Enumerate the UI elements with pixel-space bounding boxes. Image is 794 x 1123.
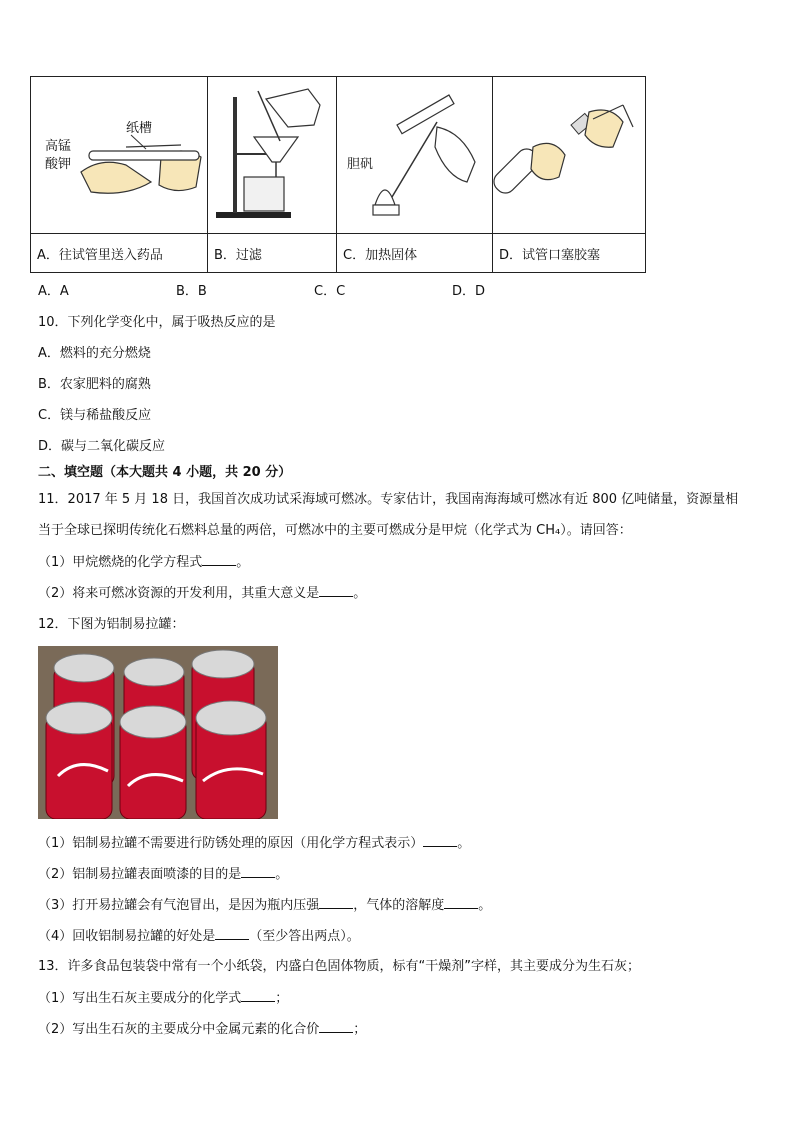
caption-a: A．往试管里送入药品 [31, 234, 208, 273]
choice-b[interactable]: B．B [176, 284, 207, 299]
q12-part-4-text: （4）回收铝制易拉罐的好处是 [38, 929, 216, 944]
answer-blank[interactable] [319, 1020, 353, 1033]
figure-b-cell [208, 77, 337, 234]
answer-blank[interactable] [444, 896, 478, 909]
answer-blank[interactable] [241, 989, 275, 1002]
q11-part-2-text: （2）将来可燃冰资源的开发利用，其重大意义是 [38, 586, 320, 601]
q12-part-3-text: （3）打开易拉罐会有气泡冒出，是因为瓶内压强 [38, 898, 320, 913]
figure-d-illustration [493, 77, 645, 233]
q13-part-1-text: （1）写出生石灰主要成分的化学式 [38, 991, 242, 1006]
q13-part-2-text: （2）写出生石灰的主要成分中金属元素的化合价 [38, 1022, 320, 1037]
q10-option-a[interactable]: A．燃料的充分燃烧 [38, 346, 151, 361]
q11-part-1-text: （1）甲烷燃烧的化学方程式 [38, 555, 203, 570]
paper-trough-label: 纸槽 [126, 121, 153, 136]
answer-blank[interactable] [202, 553, 236, 566]
q13-stem: 13．许多食品包装袋中常有一个小纸袋，内盛白色固体物质，标有“干燥剂”字样，其主要成分为生石灰； [38, 959, 641, 974]
q12-part-4-end: （至少答出两点）。 [249, 929, 360, 944]
caption-b: B．过滤 [208, 234, 337, 273]
q11-part-2 [38, 584, 366, 603]
q10-stem: 10．下列化学变化中，属于吸热反应的是 [38, 315, 276, 330]
q12-part-2-end: 。 [275, 867, 289, 882]
choice-d[interactable]: D．D [452, 284, 486, 299]
q10-option-d[interactable]: D．碳与二氧化碳反应 [38, 439, 166, 454]
coke-cans-image [38, 646, 278, 819]
q12-part-3-end: 。 [478, 898, 492, 913]
q13-part-1 [38, 989, 288, 1008]
kmno4-label-2: 酸钾 [45, 157, 72, 172]
q12-part-4 [38, 927, 360, 946]
q12-part-2-text: （2）铝制易拉罐表面喷漆的目的是 [38, 867, 242, 882]
figure-b-illustration [208, 77, 336, 233]
q11-line-1: 11．2017 年 5 月 18 日，我国首次成功试采海域可燃冰。专家估计，我国南海海域可燃冰有近 800 亿吨储量，资源量相 [38, 492, 739, 507]
caption-d: D．试管口塞胶塞 [493, 234, 646, 273]
q11-line-2: 当于全球已探明传统化石燃料总量的两倍，可燃冰中的主要可燃成分是甲烷（化学式为 CH₄）。请回答： [38, 523, 632, 538]
answer-blank[interactable] [319, 896, 353, 909]
answer-blank[interactable] [241, 865, 275, 878]
q12-part-1-end: 。 [457, 836, 471, 851]
q12-part-3 [38, 896, 491, 915]
q10-option-c[interactable]: C．镁与稀盐酸反应 [38, 408, 152, 423]
q12-part-1-text: （1）铝制易拉罐不需要进行防锈处理的原因（用化学方程式表示） [38, 836, 424, 851]
q11-part-1-end: 。 [236, 555, 250, 570]
q12-part-2 [38, 865, 288, 884]
choice-c[interactable]: C．C [314, 284, 346, 299]
q12-part-3-mid: ，气体的溶解度 [353, 898, 445, 913]
q12-part-1 [38, 834, 470, 853]
chalcanthite-label: 胆矾 [347, 157, 374, 172]
q11-part-1 [38, 553, 249, 572]
figure-c-cell [337, 77, 493, 234]
cans-photo [38, 646, 278, 819]
q11-part-2-end: 。 [353, 586, 367, 601]
caption-c: C．加热固体 [337, 234, 493, 273]
q12-stem: 12．下图为铝制易拉罐： [38, 617, 185, 632]
q10-option-b[interactable]: B．农家肥料的腐熟 [38, 377, 151, 392]
q13-part-1-end: ； [275, 991, 289, 1006]
q13-part-2-end: ； [353, 1022, 367, 1037]
section-heading: 二、填空题（本大题共 4 小题，共 20 分） [38, 465, 292, 480]
figure-a-cell [31, 77, 208, 234]
figure-d-cell [493, 77, 646, 234]
choice-a[interactable]: A．A [38, 284, 69, 299]
answer-blank[interactable] [423, 834, 457, 847]
kmno4-label-1: 高锰 [45, 139, 72, 154]
answer-blank[interactable] [319, 584, 353, 597]
q13-part-2 [38, 1020, 366, 1039]
apparatus-table [30, 76, 646, 273]
answer-blank[interactable] [215, 927, 249, 940]
